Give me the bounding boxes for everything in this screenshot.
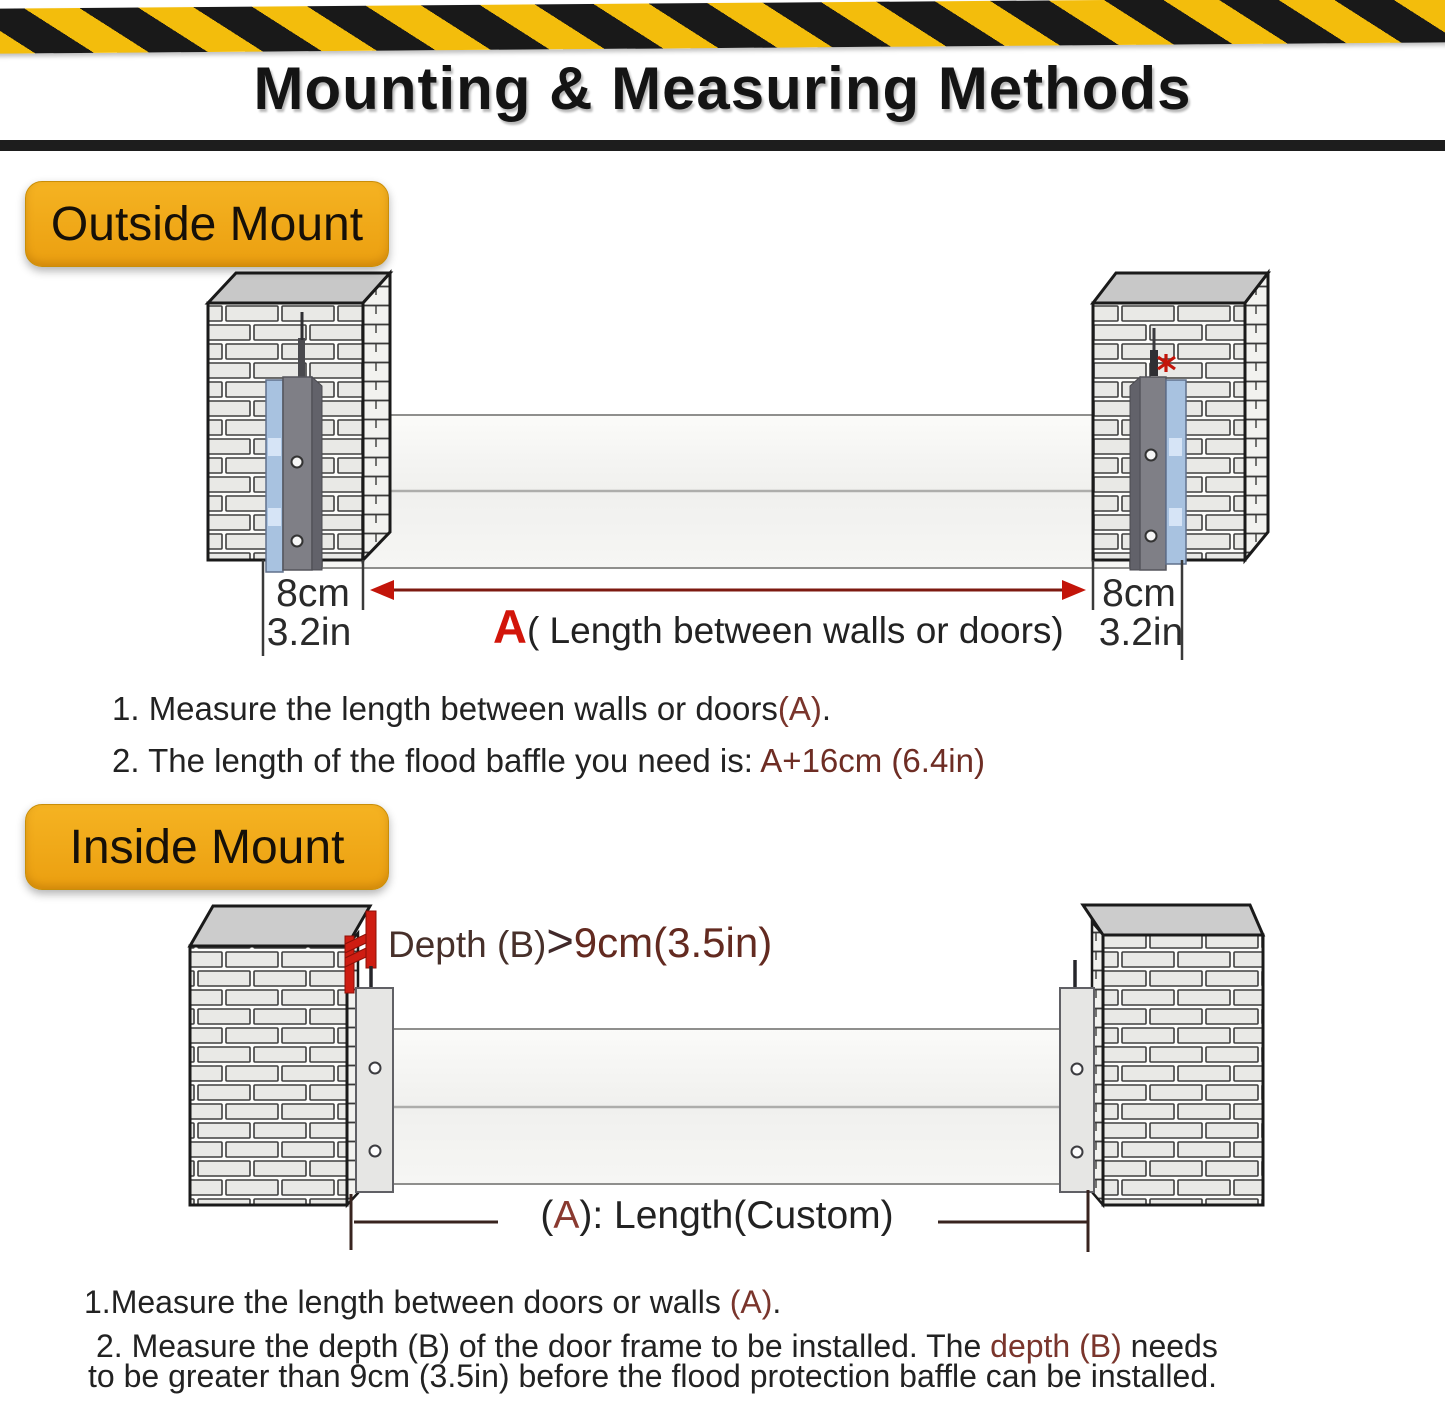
- outside-step-1-em: (A): [777, 690, 822, 727]
- outside-left-dim-cm: 8cm: [276, 572, 350, 615]
- inside-step-1-text: 1.Measure the length between doors or walls: [84, 1284, 730, 1320]
- inside-step-2-text: 2. Measure the depth (B) of the door frame to be installed. The: [96, 1328, 991, 1364]
- inside-step-1: [84, 1286, 781, 1320]
- length-a-text: ( Length between walls or doors): [526, 610, 1064, 651]
- depth-b-value: 9cm(3.5in): [573, 919, 773, 966]
- inside-barrier-planks: [393, 1029, 1060, 1184]
- inside-length-a-open: (: [540, 1194, 554, 1237]
- page-title: Mounting & Measuring Methods: [253, 55, 1192, 122]
- inside-right-channel: [1060, 960, 1094, 1192]
- outside-step-1-end: .: [821, 690, 832, 727]
- inside-length-a-text: ): Length(Custom): [579, 1194, 894, 1237]
- outside-step-2-em: A+16cm (6.4in): [760, 742, 985, 779]
- outside-step-2: [112, 744, 985, 779]
- outside-right-dim-inch: 3.2in: [1098, 611, 1184, 654]
- inside-step-2-line2: to be greater than 9cm (3.5in) before the flood protection baffle can be installed.: [88, 1358, 1218, 1394]
- greater-than-symbol: >: [546, 914, 574, 967]
- outside-step-1-text: 1. Measure the length between walls or doors: [112, 690, 778, 727]
- inside-length-a-letter: A: [553, 1194, 580, 1237]
- title-underline-bar: [0, 140, 1445, 151]
- inside-step-1-em: (A): [729, 1284, 773, 1320]
- length-a-arrow: [370, 580, 1086, 600]
- inside-right-pillar: [1083, 905, 1263, 1205]
- outside-step-2-text: 2. The length of the flood baffle you need is:: [112, 742, 761, 779]
- inside-step-2-em: depth (B): [990, 1328, 1122, 1364]
- outside-mount-badge-label: Outside Mount: [50, 197, 364, 251]
- outside-left-dim-inch: 3.2in: [266, 611, 352, 654]
- outside-right-dim-cm: 8cm: [1102, 572, 1176, 615]
- outside-mount-badge: [25, 181, 389, 267]
- outside-step-1: [112, 692, 831, 727]
- inside-mount-badge-label: Inside Mount: [69, 820, 345, 874]
- depth-b-text: Depth (B): [388, 924, 547, 965]
- length-a-label: [493, 602, 1064, 651]
- inside-left-channel: [356, 988, 393, 1192]
- depth-b-label: [388, 916, 772, 965]
- inside-mount-badge: [25, 804, 389, 890]
- inside-step-2-end: needs: [1121, 1328, 1218, 1364]
- length-a-letter: A: [493, 600, 527, 653]
- inside-length-a-label: [502, 1196, 932, 1237]
- outside-barrier-planks: [322, 415, 1130, 568]
- inside-step-1-end: .: [772, 1284, 782, 1320]
- inside-left-pillar: [190, 906, 370, 1205]
